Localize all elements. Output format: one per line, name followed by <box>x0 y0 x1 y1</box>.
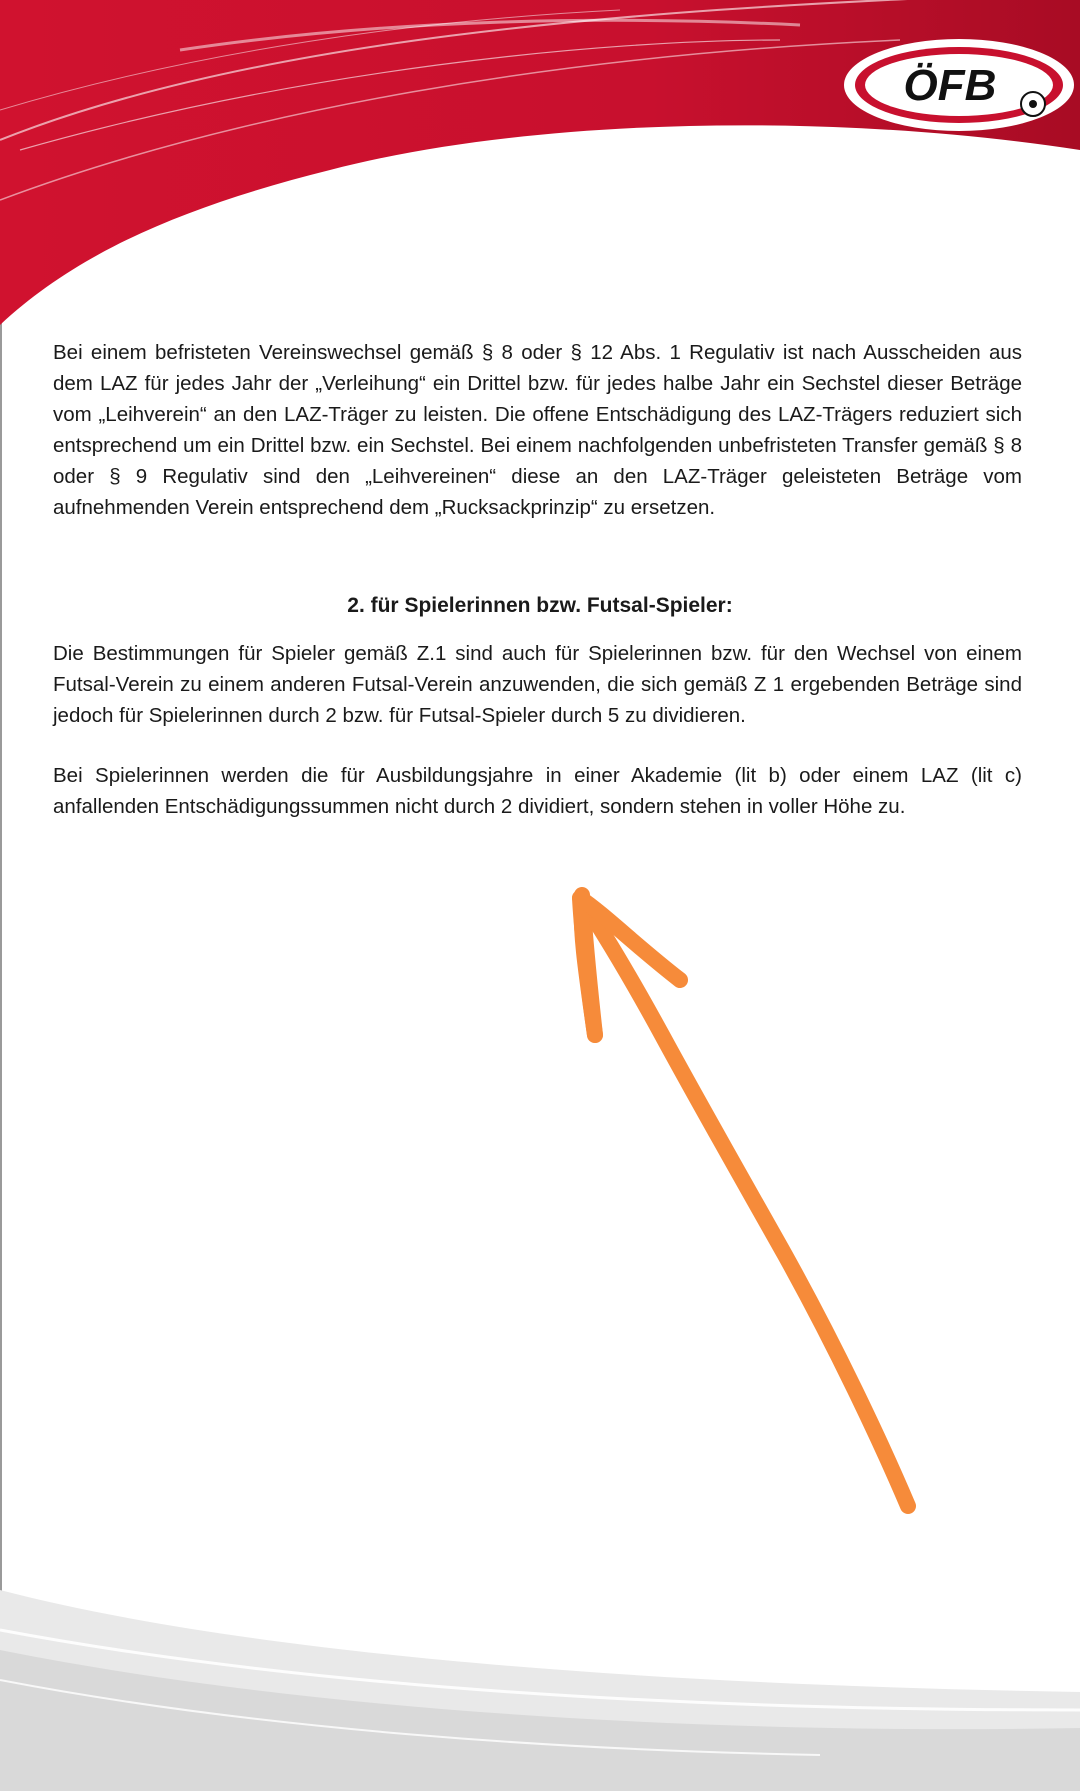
oefb-logo <box>842 36 1076 134</box>
logo-text: ÖFB <box>903 61 997 110</box>
paragraph-loan-transfer: Bei einem befristeten Vereinswechsel gemäß § 8 oder § 12 Abs. 1 Regulativ ist nach Ausscheiden aus dem LAZ für jedes Jahr der „Verleihung“ ein Drittel bzw. für jedes halbe Jahr ein Sechstel dieser Beträge vom „Leihverein“ an den LAZ-Träger zu leisten. Die offene Entschädigung des LAZ-Trägers reduziert sich entsprechend um ein Drittel bzw. ein Sechstel. Bei einem nachfolgenden unbefristeten Transfer gemäß § 8 oder § 9 Regulativ sind den „Leihvereinen“ diese an den LAZ-Träger geleisteten Beträge vom aufnehmenden Verein entsprechend dem „Rucksackprinzip“ zu ersetzen. <box>53 341 1022 519</box>
section-heading: 2. für Spielerinnen bzw. Futsal-Spieler: <box>347 594 733 617</box>
footer-swoosh <box>0 1560 1080 1791</box>
paragraph-female-academy-rules: Bei Spielerinnen werden die für Ausbildungsjahre in einer Akademie (lit b) oder einem LAZ (lit c) anfallenden Entschädigungssummen nicht durch 2 dividiert, sondern stehen in voller Höhe zu. <box>53 764 1022 818</box>
paragraph-female-futsal-rules: Die Bestimmungen für Spieler gemäß Z.1 sind auch für Spielerinnen bzw. für den Wechsel von einem Futsal-Verein zu einem anderen Futsal-Verein anzuwenden, die sich gemäß Z 1 ergebenden Beträge sind jedoch für Spielerinnen durch 2 bzw. für Futsal-Spieler durch 5 zu dividieren. <box>53 642 1022 727</box>
